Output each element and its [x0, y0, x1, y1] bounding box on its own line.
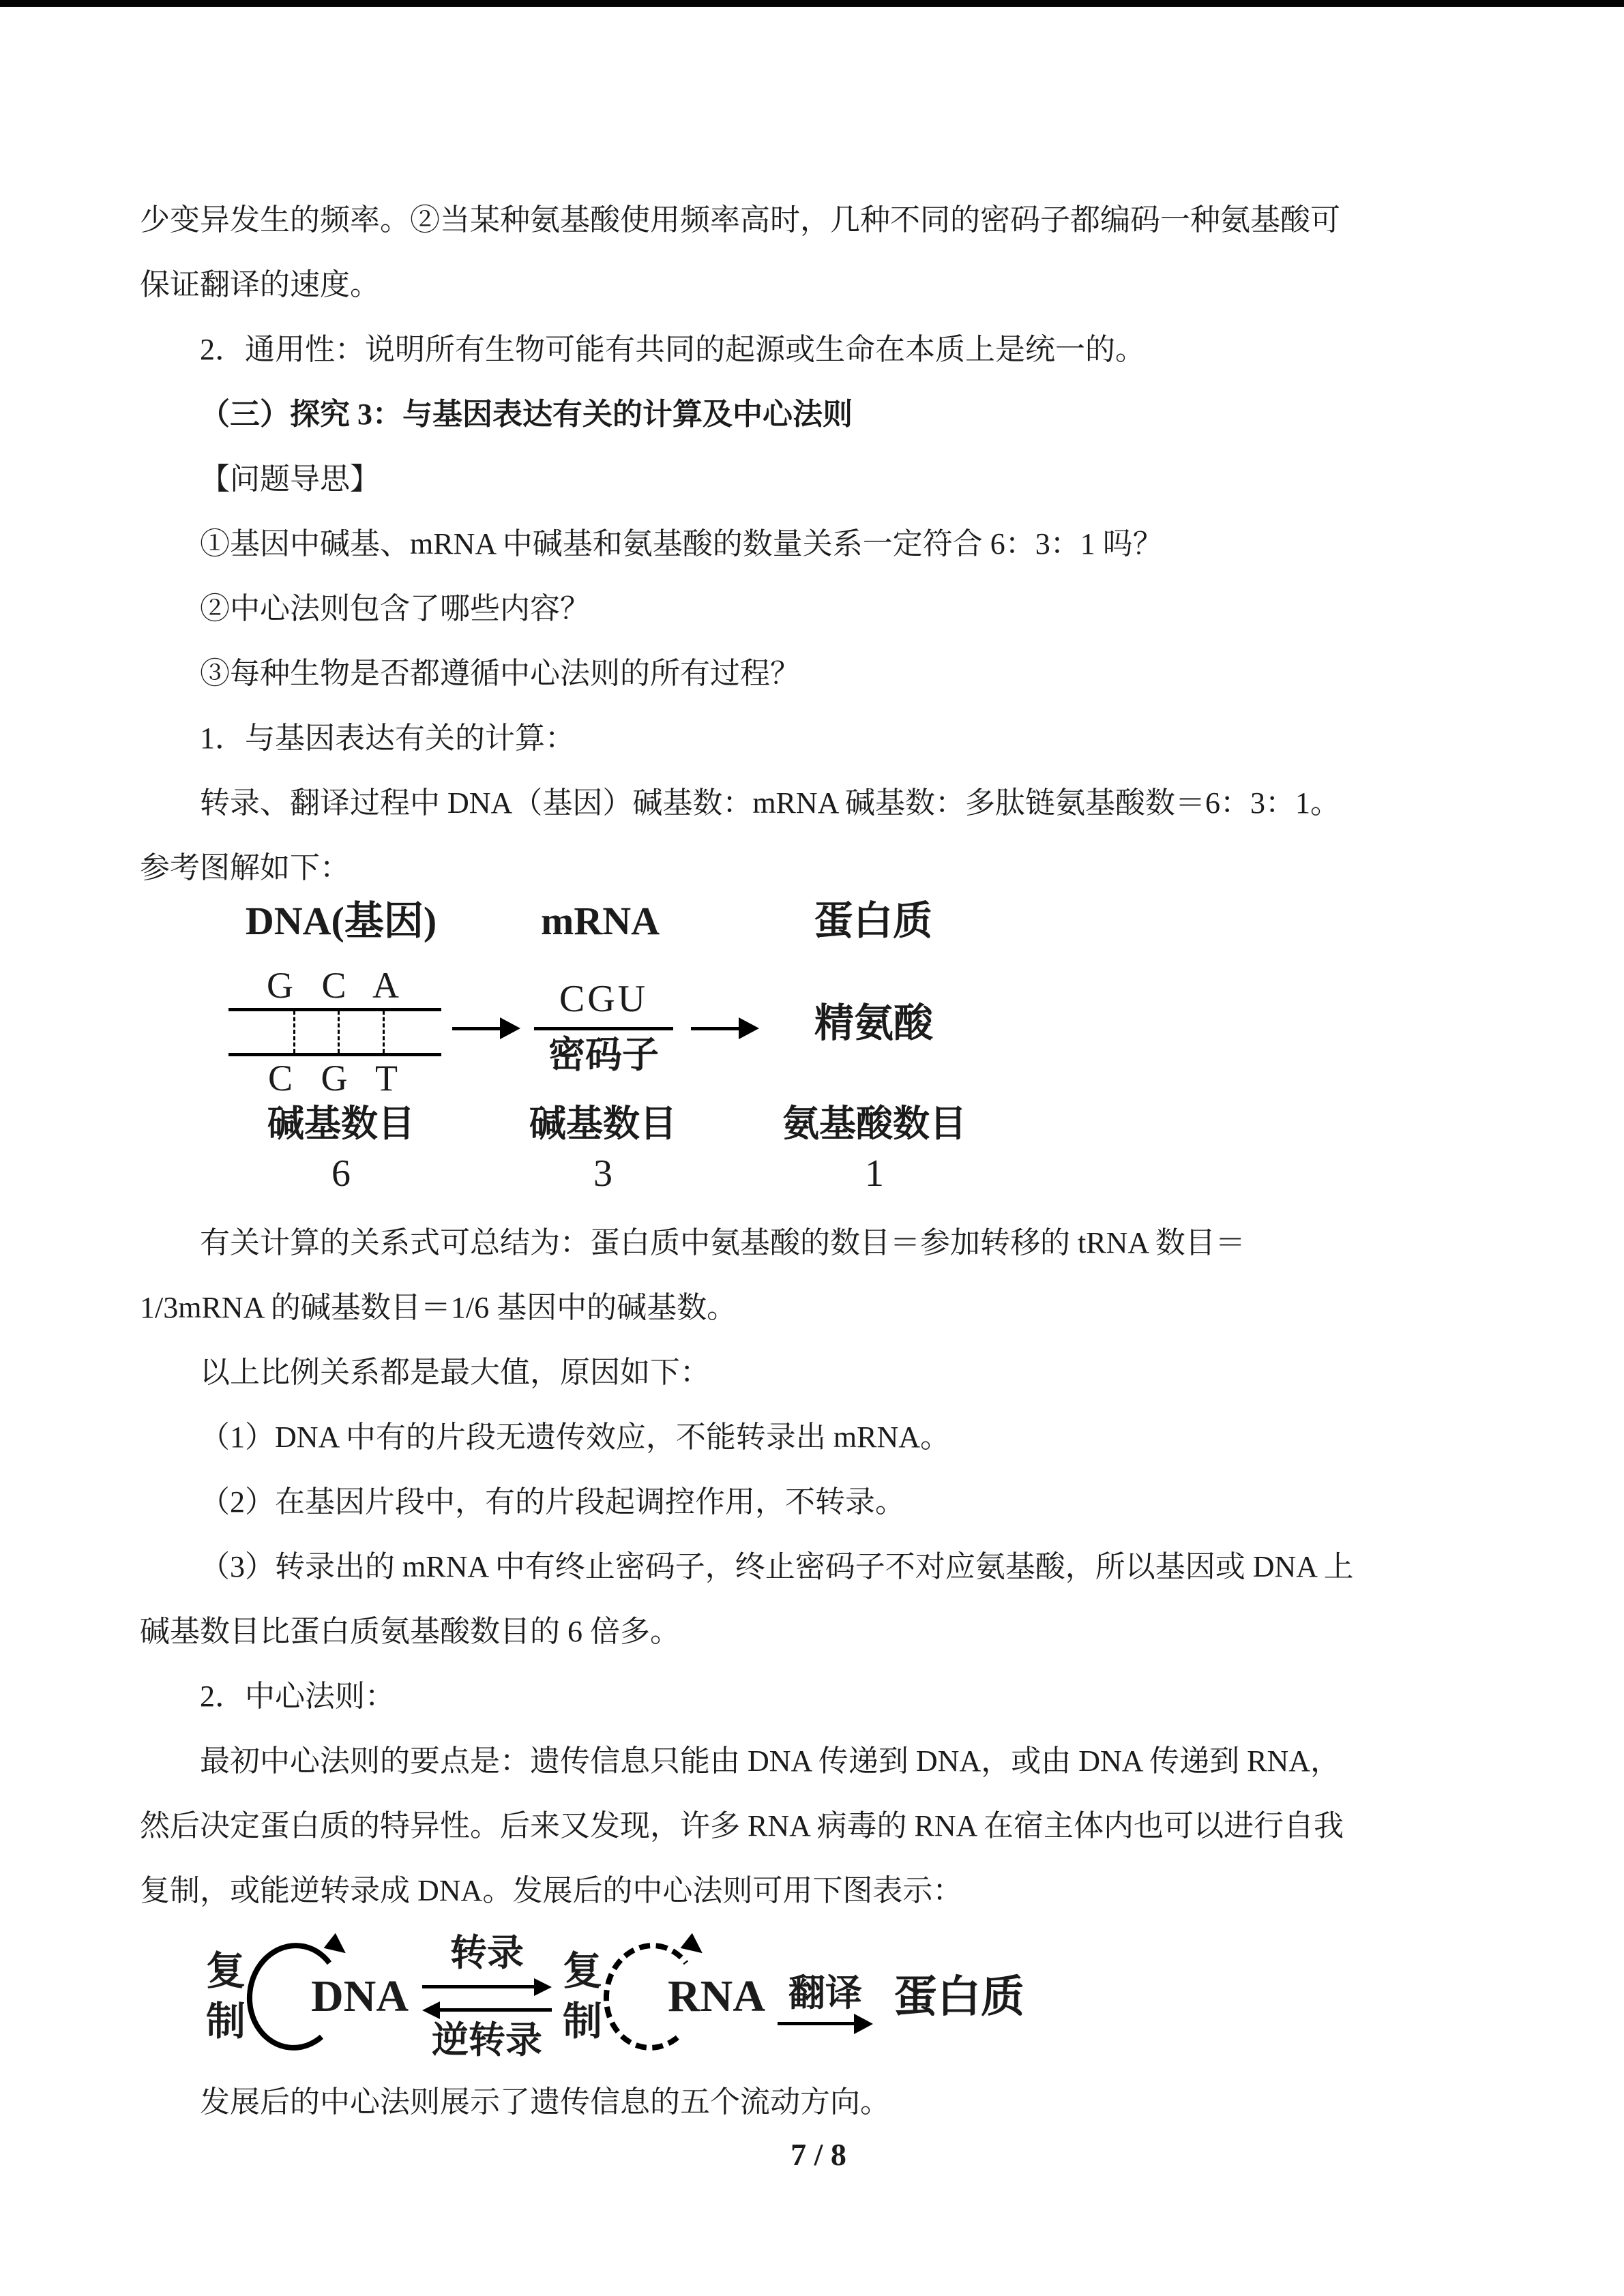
transcription-arrow-icon — [422, 1978, 552, 1996]
mrna-column-header: mRNA — [541, 899, 660, 943]
dna-base-count-label: 碱基数目 — [267, 1103, 415, 1144]
section-heading: （三）探究 3：与基因表达有关的计算及中心法则 — [200, 398, 853, 431]
dna-top-strand-line — [228, 1008, 441, 1011]
body-line: 转录、翻译过程中 DNA（基因）碱基数：mRNA 碱基数：多肽链氨基酸数＝6：3：1。 — [200, 786, 1341, 820]
body-line: 保证翻译的速度。 — [140, 268, 380, 301]
central-dogma-diagram — [140, 1923, 1497, 2070]
transcription-reverse-transcription-arrows — [422, 1932, 552, 2061]
transcription-label: 转录 — [450, 1932, 524, 1973]
rna-node: RNA — [664, 1973, 769, 2021]
body-line: 发展后的中心法则展示了遗传信息的五个流动方向。 — [200, 2085, 890, 2119]
translation-arrow-icon — [778, 2014, 873, 2034]
translation-arrow-group — [778, 1973, 873, 2034]
page-top-border — [0, 0, 1624, 7]
amino-acid-count-value: 1 — [865, 1152, 884, 1195]
body-line: 复制，或能逆转录成 DNA。发展后的中心法则可用下图表示： — [140, 1874, 963, 1907]
body-line: 碱基数目比蛋白质氨基酸数目的 6 倍多。 — [140, 1615, 680, 1648]
protein-column-header: 蛋白质 — [813, 899, 932, 943]
mrna-codon: CGU — [559, 978, 649, 1020]
body-line: 少变异发生的频率。②当某种氨基酸使用频率高时，几种不同的密码子都编码一种氨基酸可 — [140, 203, 1340, 237]
codon-fraction-line — [534, 1027, 673, 1030]
amino-acid-count-label: 氨基酸数目 — [782, 1103, 966, 1144]
body-line: （2）在基因片段中，有的片段起调控作用，不转录。 — [200, 1485, 905, 1519]
body-line: （1）DNA 中有的片段无遗传效应，不能转录出 mRNA。 — [200, 1420, 951, 1454]
amino-acid-name: 精氨酸 — [814, 1001, 933, 1045]
translation-arrow-icon — [691, 1017, 759, 1039]
reverse-transcription-label: 逆转录 — [432, 2019, 542, 2061]
body-line: 1．与基因表达有关的计算： — [200, 721, 575, 755]
mrna-base-count-value: 3 — [593, 1152, 612, 1195]
body-line: （3）转录出的 mRNA 中有终止密码子，终止密码子不对应氨基酸，所以基因或 DNA 上 — [200, 1550, 1354, 1583]
page-number: 7 / 8 — [791, 2137, 846, 2172]
body-line: ①基因中碱基、mRNA 中碱基和氨基酸的数量关系一定符合 6：3：1 吗？ — [200, 527, 1163, 561]
dna-bottom-strand-line — [228, 1053, 441, 1056]
body-line: 参考图解如下： — [140, 851, 350, 884]
dna-top-strand-bases: G C A — [266, 965, 409, 1006]
mrna-base-count-label: 碱基数目 — [529, 1103, 677, 1144]
protein-node: 蛋白质 — [894, 1971, 1024, 2021]
dna-bottom-strand-bases: C G T — [267, 1058, 408, 1099]
base-pair-bond-dash — [383, 1011, 385, 1053]
dna-base-count-value: 6 — [331, 1152, 351, 1195]
body-line: 有关计算的关系式可总结为：蛋白质中氨基酸的数目＝参加转移的 tRNA 数目＝ — [200, 1226, 1245, 1259]
body-line: 以上比例关系都是最大值，原因如下： — [200, 1356, 710, 1389]
dna-column-header: DNA(基因) — [245, 899, 437, 943]
body-line: 然后决定蛋白质的特异性。后来又发现，许多 RNA 病毒的 RNA 在宿主体内也可以进行自我 — [140, 1809, 1344, 1843]
body-line: 2．中心法则： — [200, 1680, 395, 1713]
body-line: 【问题导思】 — [200, 462, 380, 496]
base-pair-bond-dash — [338, 1011, 340, 1053]
codon-label: 密码子 — [548, 1034, 659, 1075]
dna-node: DNA — [307, 1973, 413, 2021]
gene-expression-ratio-diagram — [140, 900, 1497, 1210]
body-line: 最初中心法则的要点是：遗传信息只能由 DNA 传递到 DNA，或由 DNA 传递到 RNA， — [200, 1744, 1341, 1778]
rna-replication-label: 复制 — [562, 1948, 602, 2044]
dna-replication-label: 复制 — [205, 1948, 246, 2044]
translation-label: 翻译 — [788, 1972, 862, 2014]
reverse-transcription-arrow-icon — [422, 2001, 552, 2019]
body-line: ③每种生物是否都遵循中心法则的所有过程？ — [200, 657, 800, 690]
body-line: ②中心法则包含了哪些内容？ — [200, 592, 590, 625]
body-line: 2．通用性：说明所有生物可能有共同的起源或生命在本质上是统一的。 — [200, 333, 1145, 366]
document-body — [140, 188, 1497, 2175]
base-pair-bond-dash — [293, 1011, 295, 1053]
body-line: 1/3mRNA 的碱基数目＝1/6 基因中的碱基数。 — [140, 1291, 737, 1324]
